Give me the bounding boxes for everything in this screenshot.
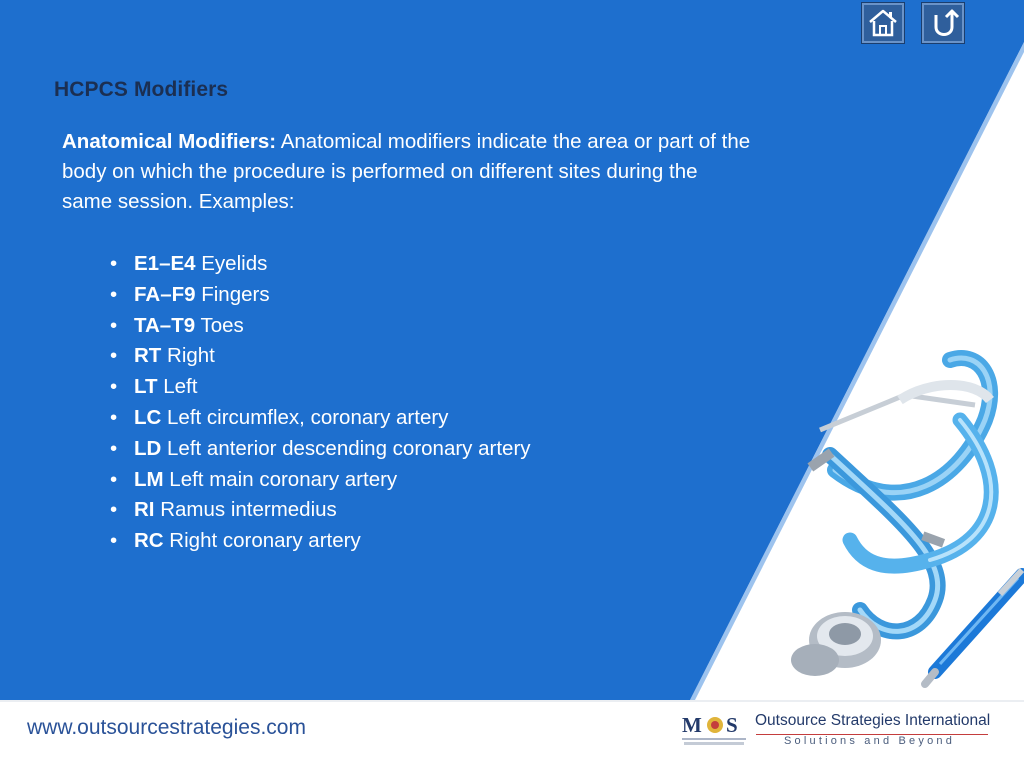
modifier-description: Left circumflex, coronary artery: [161, 405, 449, 429]
list-item: • E1–E4 Eyelids: [110, 252, 268, 275]
svg-text:S: S: [726, 713, 738, 737]
modifier-list: [110, 249, 531, 557]
company-tagline: Solutions and Beyond: [784, 735, 956, 747]
intro-text: Anatomical modifiers indicate the area or part of the body on which the procedure is performed on different sites during the same session. Examples:: [62, 130, 751, 213]
modifier-code: RC: [134, 529, 164, 553]
modifier-description: Toes: [195, 313, 244, 337]
modifier-code: RI: [134, 498, 155, 522]
svg-text:M: M: [682, 713, 702, 737]
modifier-code: RT: [134, 344, 162, 368]
modifier-code: TA–T9: [134, 313, 196, 337]
list-item: • RI Ramus intermedius: [110, 498, 337, 522]
modifier-description: Left: [157, 375, 198, 399]
home-button[interactable]: [861, 2, 905, 44]
slide-title: HCPCS Modifiers: [54, 78, 229, 101]
modifier-description: Fingers: [195, 282, 270, 306]
list-item: • LD Left anterior descending coronary artery: [110, 436, 531, 460]
intro-paragraph: [62, 127, 752, 217]
return-button[interactable]: [921, 2, 965, 44]
modifier-description: Ramus intermedius: [154, 498, 337, 522]
modifier-code: FA–F9: [134, 282, 196, 306]
list-item: • LM Left main coronary artery: [110, 467, 398, 491]
list-item: • FA–F9 Fingers: [110, 282, 270, 306]
home-icon: [866, 7, 900, 39]
modifier-description: Left anterior descending coronary artery: [161, 436, 531, 460]
list-item: • RT Right: [110, 344, 215, 368]
modifier-code: LC: [134, 405, 162, 429]
mos-logo-mark: [680, 708, 752, 754]
modifier-description: Right coronary artery: [163, 529, 361, 553]
modifier-description: Left main coronary artery: [163, 467, 398, 491]
modifier-code: E1–E4: [134, 252, 196, 275]
modifier-description: Eyelids: [195, 252, 268, 275]
modifier-code: LM: [134, 467, 164, 491]
intro-heading: Anatomical Modifiers:: [62, 130, 277, 153]
list-item: • TA–T9 Toes: [110, 313, 244, 337]
return-arrow-icon: [926, 7, 960, 39]
company-name: Outsource Strategies International: [755, 712, 991, 729]
list-item: • LT Left: [110, 375, 198, 399]
website-link[interactable]: www.outsourcestrategies.com: [27, 716, 306, 739]
list-item: • RC Right coronary artery: [110, 529, 361, 553]
modifier-code: LD: [134, 436, 162, 460]
modifier-description: Right: [161, 344, 215, 368]
modifier-code: LT: [134, 375, 158, 399]
company-logo: [680, 706, 1000, 756]
list-item: • LC Left circumflex, coronary artery: [110, 405, 449, 429]
